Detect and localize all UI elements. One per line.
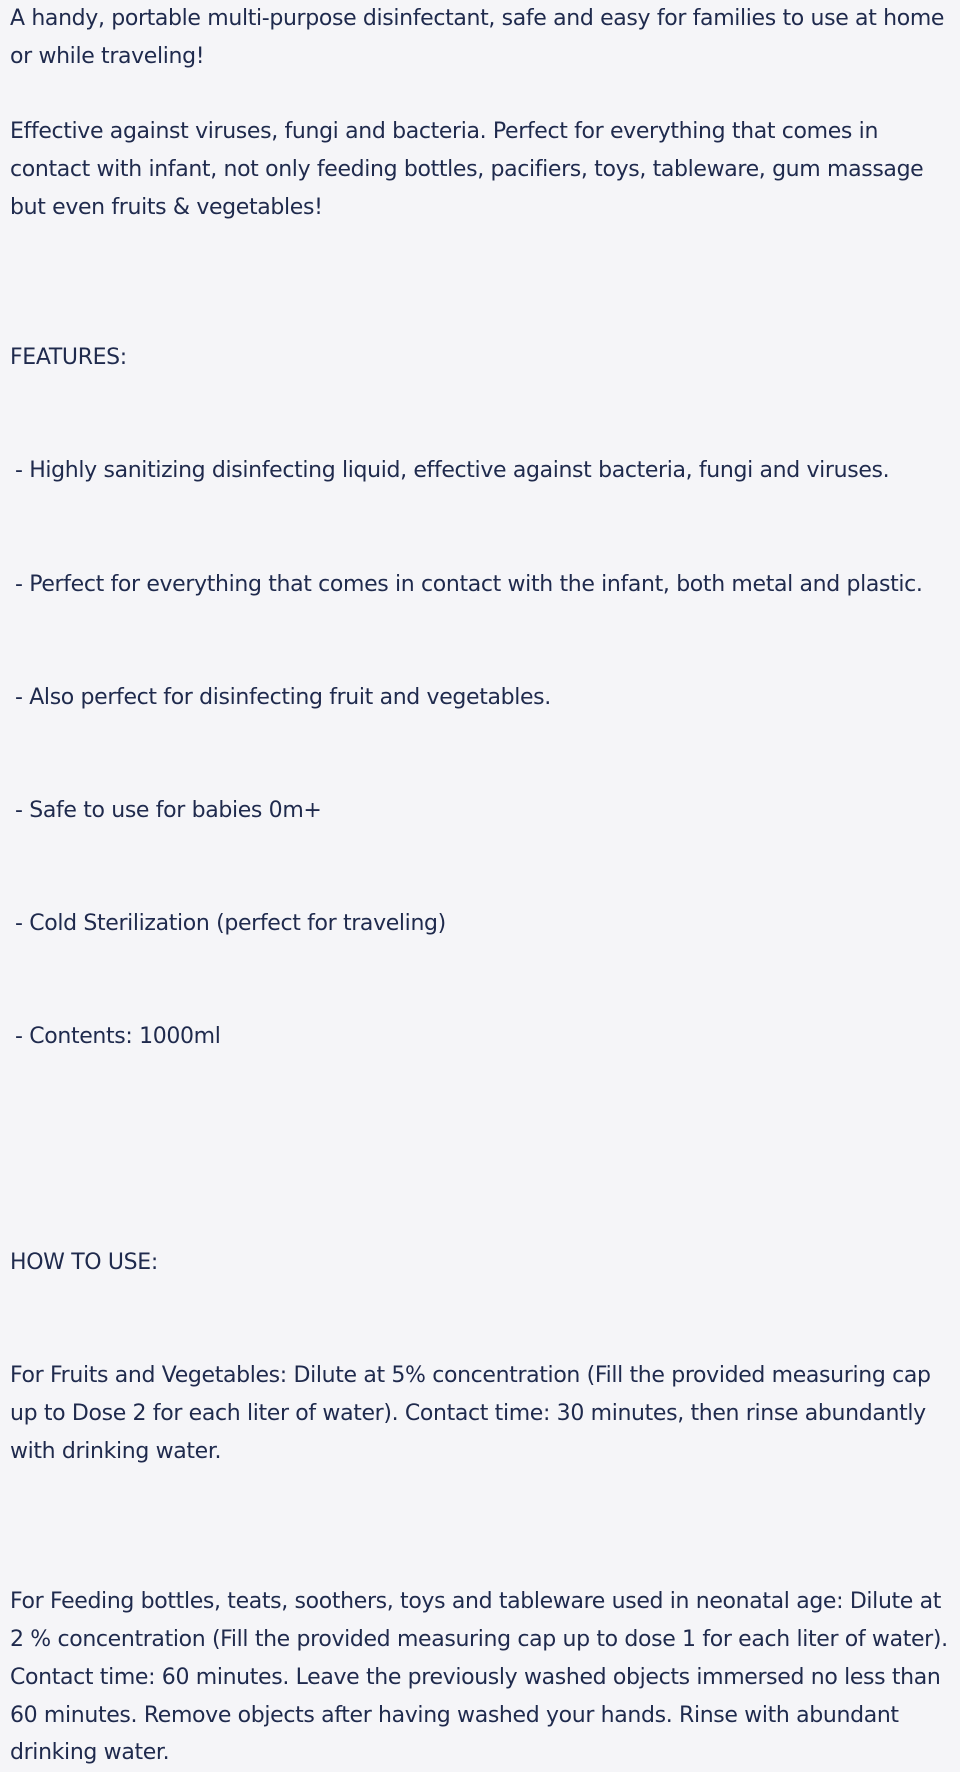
features-section <box>10 264 950 1131</box>
feeding-instructions: For Feeding bottles, teats, soothers, toys and tableware used in neonatal age: Dilute at 2 % concentration (Fill the provided measuring cap up to dose 1 for each liter of water). Contact time: 60 minutes. Leave the previously washed objects immersed no less than 60 minutes. Remove objects after having washed your hands. Rinse with abundant drinking water. <box>10 1589 955 1766</box>
spacer <box>10 1131 950 1169</box>
features-heading: FEATURES: <box>10 345 127 371</box>
how-to-use-heading: HOW TO USE: <box>10 1250 158 1276</box>
how-to-use-section <box>10 1169 950 1546</box>
intro-paragraph: A handy, portable multi-purpose disinfectant, safe and easy for families to use at home or while traveling! <box>10 6 951 69</box>
feature-item: - Contents: 1000ml <box>15 1023 221 1049</box>
fruits-instructions: For Fruits and Vegetables: Dilute at 5% concentration (Fill the provided measuring cap up to Dose 2 for each liter of water). Contact time: 30 minutes, then rinse abundantly with drinking water. <box>10 1363 938 1464</box>
feature-item: - Highly sanitizing disinfecting liquid, effective against bacteria, fungi and viruses. <box>15 458 890 484</box>
spacer <box>10 75 950 113</box>
spacer <box>10 226 950 264</box>
feature-item: - Cold Sterilization (perfect for traveling) <box>15 910 446 936</box>
feature-item: - Safe to use for babies 0m+ <box>15 797 322 823</box>
feature-item: - Perfect for everything that comes in contact with the infant, both metal and plastic. <box>15 571 923 597</box>
spacer <box>10 1546 950 1584</box>
feature-item: - Also perfect for disinfecting fruit and vegetables. <box>15 684 551 710</box>
effectiveness-paragraph: Effective against viruses, fungi and bacteria. Perfect for everything that comes in contact with infant, not only feeding bottles, pacifiers, toys, tableware, gum massage but even fruits & vegetables! <box>10 119 931 220</box>
